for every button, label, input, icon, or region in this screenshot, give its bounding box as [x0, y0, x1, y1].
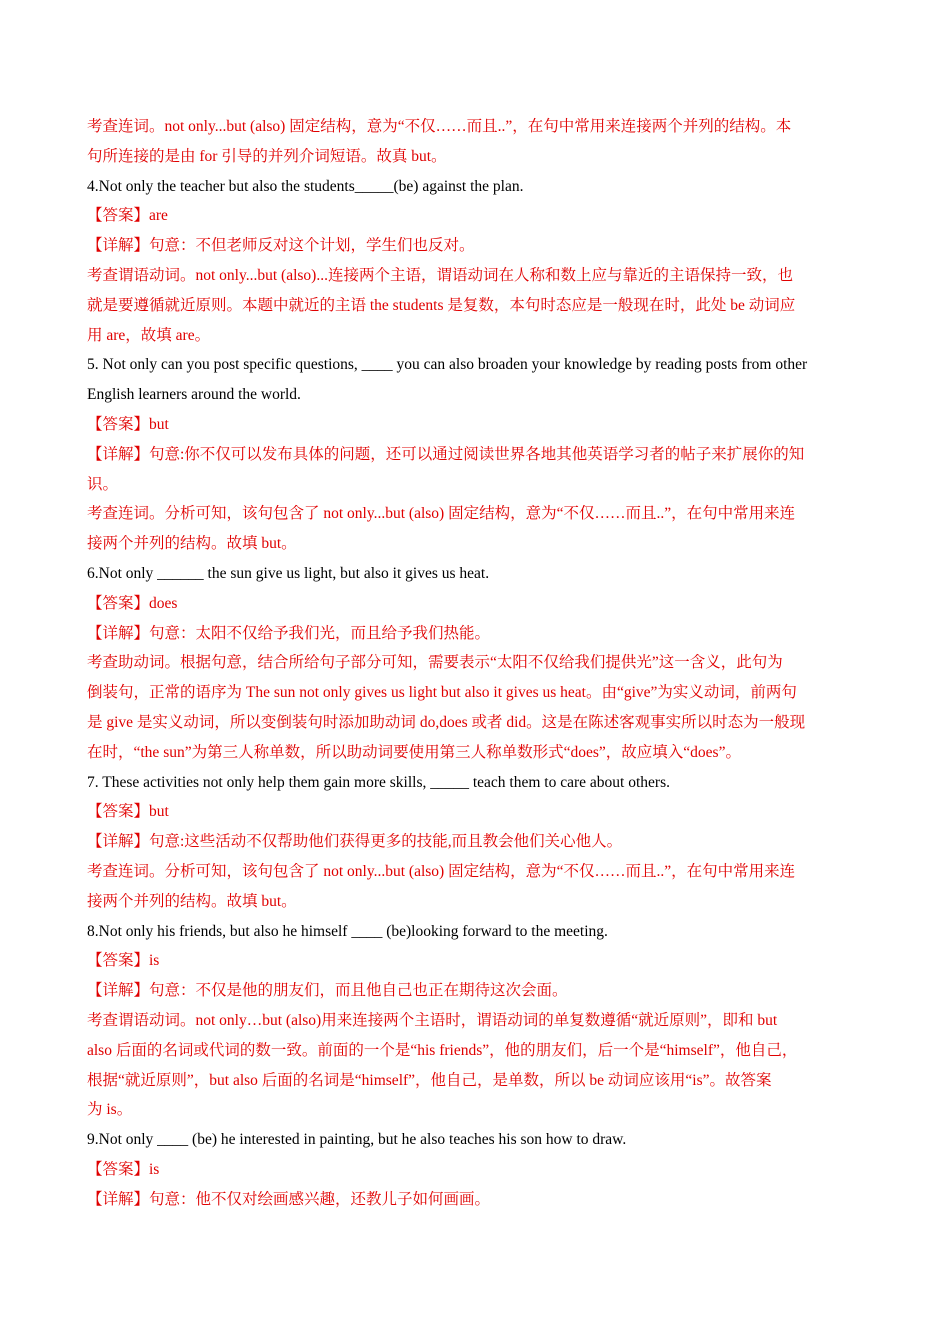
- q6-question: 6.Not only ______ the sun give us light, but also it gives us heat.: [87, 564, 490, 582]
- q6-detail: 【详解】句意：太阳不仅给予我们光，而且给予我们热能。: [87, 624, 491, 642]
- q5-question-line: 5. Not only can you post specific questions, ____ you can also broaden your knowledge by reading posts from other: [87, 356, 808, 374]
- q3-analysis-line: 考查连词。not only...but (also) 固定结构，意为“不仅……而且..”，在句中常用来连接两个并列的结构。本: [87, 118, 792, 135]
- q4-question: 4.Not only the teacher but also the students_____(be) against the plan.: [87, 177, 524, 195]
- q6-answer: 【答案】does: [87, 594, 178, 612]
- q4-detail: 【详解】句意：不但老师反对这个计划，学生们也反对。: [87, 237, 475, 255]
- q7-answer: 【答案】but: [87, 803, 169, 821]
- q7-question: 7. These activities not only help them gain more skills, _____ teach them to care about others.: [87, 773, 670, 791]
- q8-answer: 【答案】is: [87, 952, 160, 970]
- q6-analysis-line: 是 give 是实义动词，所以变倒装句时添加助动词 do,does 或者 did。这是在陈述客观事实所以时态为一般现: [87, 713, 806, 731]
- q7-analysis-line: 接两个并列的结构。故填 but。: [87, 892, 297, 910]
- q6-analysis-line: 倒装句，正常的语序为 The sun not only gives us light but also it gives us heat。由“give”为实义动词，前两句: [87, 684, 797, 702]
- q4-answer: 【答案】are: [87, 207, 168, 225]
- q4-analysis-line: 就是要遵循就近原则。本题中就近的主语 the students 是复数，本句时态应是一般现在时，此处 be 动词应: [87, 296, 796, 314]
- q9-answer: 【答案】is: [87, 1160, 160, 1178]
- q8-analysis-line: also 后面的名词或代词的数一致。前面的一个是“his friends”，他的朋友们，后一个是“himself”，他自己，: [87, 1041, 798, 1059]
- q4-analysis-line: 考查谓语动词。not only...but (also)...连接两个主语，谓语动词在人称和数上应与靠近的主语保持一致，也: [87, 266, 793, 284]
- q5-question-line: English learners around the world.: [87, 386, 301, 404]
- q4-analysis-line: 用 are，故填 are。: [87, 326, 211, 344]
- q9-question: 9.Not only ____ (be) he interested in painting, but he also teaches his son how to draw.: [87, 1131, 627, 1149]
- q6-analysis-line: 在时，“the sun”为第三人称单数，所以助动词要使用第三人称单数形式“does”，故应填入“does”。: [87, 743, 741, 761]
- q8-question: 8.Not only his friends, but also he himself ____ (be)looking forward to the meeting.: [87, 922, 608, 940]
- q7-analysis-line: 考查连词。分析可知，该句包含了 not only...but (also) 固定结构，意为“不仅……而且..”，在句中常用来连: [87, 862, 796, 880]
- q3-analysis-line: 句所连接的是由 for 引导的并列介词短语。故真 but。: [87, 147, 447, 165]
- q5-detail-line: 识。: [87, 475, 119, 493]
- document-page: [87, 112, 867, 1214]
- q9-detail: 【详解】句意：他不仅对绘画感兴趣，还教儿子如何画画。: [87, 1190, 491, 1208]
- q5-analysis-line: 接两个并列的结构。故填 but。: [87, 535, 297, 553]
- q5-detail-line: 【详解】句意:你不仅可以发布具体的问题，还可以通过阅读世界各地其他英语学习者的帖子来扩展你的知: [87, 445, 805, 463]
- q5-analysis-line: 考查连词。分析可知，该句包含了 not only...but (also) 固定结构，意为“不仅……而且..”，在句中常用来连: [87, 505, 796, 523]
- q7-detail: 【详解】句意:这些活动不仅帮助他们获得更多的技能,而且教会他们关心他人。: [87, 833, 623, 851]
- q6-analysis-line: 考查助动词。根据句意，结合所给句子部分可知，需要表示“太阳不仅给我们提供光”这一含义，此句为: [87, 654, 783, 672]
- q8-analysis-line: 根据“就近原则”，but also 后面的名词是“himself”，他自己，是单数，所以 be 动词应该用“is”。故答案: [87, 1071, 772, 1089]
- q8-detail: 【详解】句意：不仅是他的朋友们，而且他自己也正在期待这次会面。: [87, 982, 568, 1000]
- q5-answer: 【答案】but: [87, 415, 169, 433]
- q8-analysis-line: 为 is。: [87, 1101, 133, 1119]
- q8-analysis-line: 考查谓语动词。not only…but (also)用来连接两个主语时，谓语动词的单复数遵循“就近原则”，即和 but: [87, 1011, 778, 1029]
